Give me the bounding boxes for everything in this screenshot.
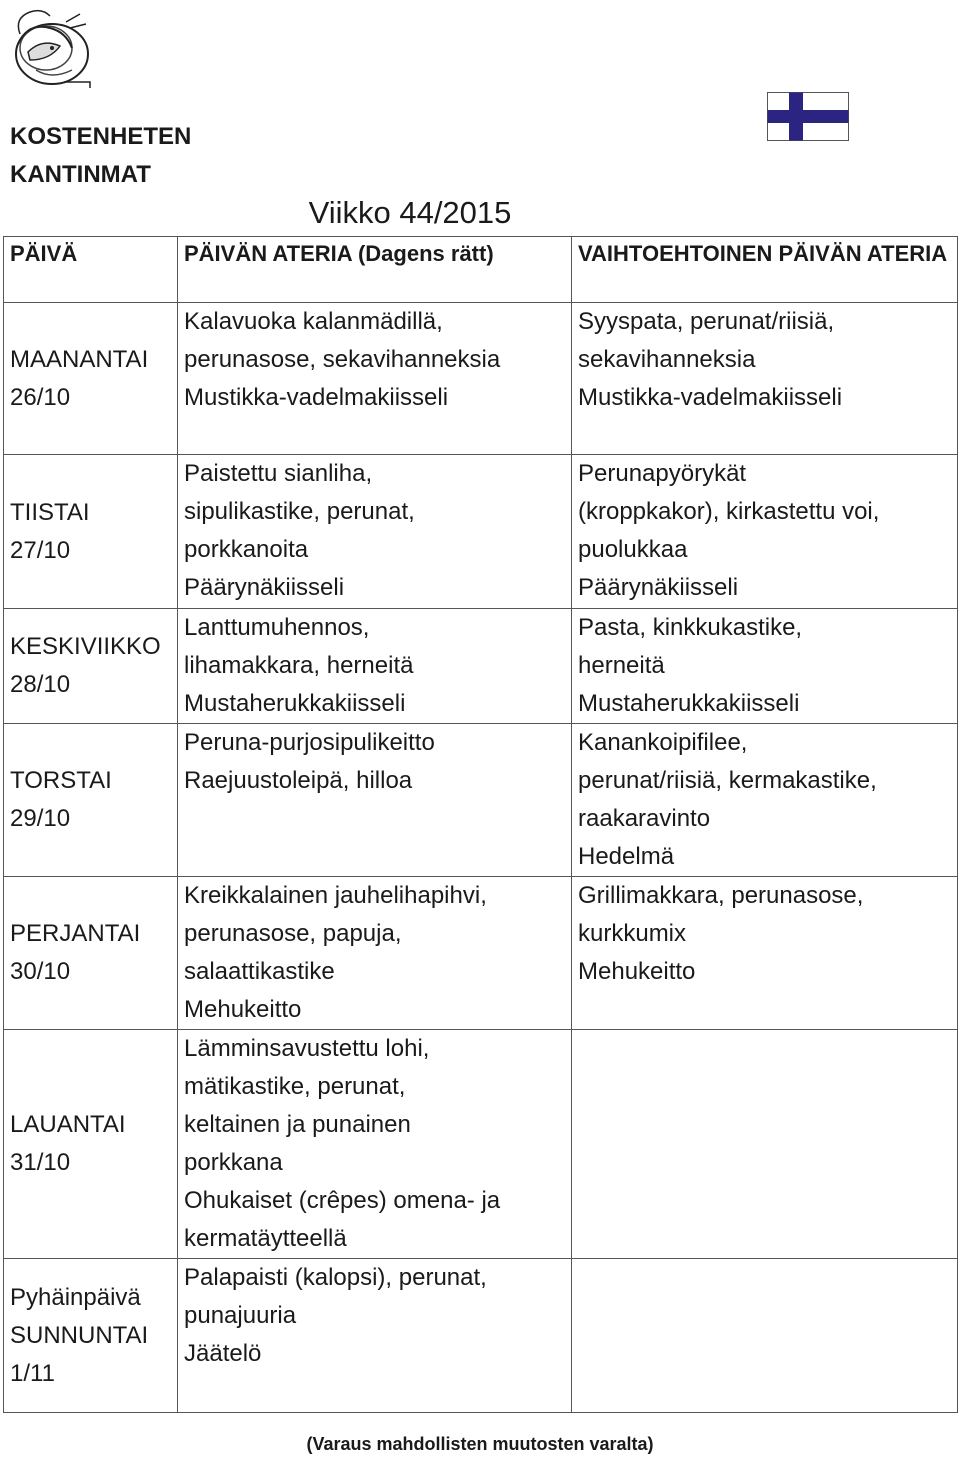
alt-meal-line: Syyspata, perunat/riisiä, — [578, 308, 835, 335]
meal-line: Mustaherukkakiisseli — [184, 690, 406, 717]
organization-name — [10, 118, 191, 194]
menu-row-thursday — [4, 724, 958, 877]
meal-line: Mustikka-vadelmakiisseli — [184, 384, 449, 411]
meal-line: sipulikastike, perunat, — [184, 498, 415, 525]
menu-row-sunday — [4, 1259, 958, 1413]
org-line-1: KOSTENHETEN — [10, 123, 192, 150]
alt-meal-line: Grillimakkara, perunasose, — [578, 882, 864, 909]
day-cell — [4, 609, 178, 724]
alt-meal-cell — [572, 609, 958, 724]
day-name: MAANANTAI — [10, 345, 149, 373]
menu-row-wednesday — [4, 609, 958, 724]
alt-meal-cell-empty — [572, 1259, 958, 1413]
meal-line: Mehukeitto — [184, 996, 302, 1023]
day-date: 29/10 — [10, 805, 71, 832]
day-date: 1/11 — [10, 1359, 55, 1387]
alt-meal-cell — [572, 724, 958, 877]
alt-meal-line: sekavihanneksia — [578, 346, 756, 373]
meal-line: perunasose, sekavihanneksia — [184, 346, 501, 373]
menu-row-tuesday — [4, 455, 958, 609]
alt-meal-line: herneitä — [578, 652, 665, 679]
meal-line: Peruna-purjosipulikeitto — [184, 729, 435, 756]
meal-line: porkkanoita — [184, 536, 309, 563]
header-row — [4, 237, 958, 303]
meal-line: Kreikkalainen jauhelihapihvi, — [184, 882, 487, 909]
day-name: LAUANTAI — [10, 1111, 126, 1138]
menu-row-friday — [4, 877, 958, 1030]
day-cell — [4, 303, 178, 455]
day-cell — [4, 724, 178, 877]
alt-meal-cell-empty — [572, 1030, 958, 1259]
alt-meal-line: Perunapyörykät — [578, 460, 747, 487]
meal-line: Jäätelö — [184, 1340, 262, 1367]
meal-line: Lanttumuhennos, — [184, 614, 370, 641]
meal-line: porkkana — [184, 1149, 283, 1176]
column-header-day: PÄIVÄ — [4, 237, 178, 303]
column-header-meal: PÄIVÄN ATERIA (Dagens rätt) — [178, 237, 572, 303]
alt-meal-line: Mustaherukkakiisseli — [578, 690, 800, 717]
meal-line: perunasose, papuja, — [184, 920, 402, 947]
day-name: SUNNUNTAI — [10, 1321, 149, 1349]
alt-meal-cell — [572, 877, 958, 1030]
day-date: 30/10 — [10, 958, 71, 985]
menu-row-saturday — [4, 1030, 958, 1259]
day-cell — [4, 1259, 178, 1413]
meal-cell — [178, 1259, 572, 1413]
alt-meal-line: Mustikka-vadelmakiisseli — [578, 384, 843, 411]
alt-meal-line: Kanankoipifilee, — [578, 729, 748, 756]
meal-line: punajuuria — [184, 1302, 297, 1329]
day-date: 31/10 — [10, 1149, 71, 1176]
day-date: 26/10 — [10, 383, 71, 411]
day-cell — [4, 455, 178, 609]
meal-line: Lämminsavustettu lohi, — [184, 1035, 430, 1062]
alt-meal-line: perunat/riisiä, kermakastike, — [578, 767, 877, 794]
meal-line: Palapaisti (kalopsi), perunat, — [184, 1264, 487, 1291]
alt-meal-line: kurkkumix — [578, 920, 687, 947]
meal-cell — [178, 1030, 572, 1259]
org-line-2: KANTINMAT — [10, 161, 151, 188]
meal-line: lihamakkara, herneitä — [184, 652, 414, 679]
meal-cell — [178, 303, 572, 455]
meal-line: Paistettu sianliha, — [184, 460, 373, 487]
alt-meal-line: puolukkaa — [578, 536, 688, 563]
meal-line: Päärynäkiisseli — [184, 574, 345, 601]
meal-cell — [178, 455, 572, 609]
day-holiday-name: Pyhäinpäivä — [10, 1283, 141, 1311]
column-header-alt-meal: VAIHTOEHTOINEN PÄIVÄN ATERIA — [572, 237, 958, 303]
meal-line: Ohukaiset (crêpes) omena- ja — [184, 1187, 501, 1214]
meal-line: Kalavuoka kalanmädillä, — [184, 308, 443, 335]
meal-cell — [178, 724, 572, 877]
alt-meal-line: (kroppkakor), kirkastettu voi, — [578, 498, 880, 525]
day-date: 27/10 — [10, 536, 71, 564]
day-date: 28/10 — [10, 671, 71, 698]
alt-meal-cell — [572, 455, 958, 609]
fish-plate-logo-icon — [6, 4, 94, 92]
meal-line: keltainen ja punainen — [184, 1111, 411, 1138]
menu-row-monday — [4, 303, 958, 455]
menu-table — [3, 236, 958, 1413]
alt-meal-line: raakaravinto — [578, 805, 711, 832]
day-cell — [4, 1030, 178, 1259]
meal-line: Raejuustoleipä, hilloa — [184, 767, 413, 794]
day-cell — [4, 877, 178, 1030]
footer-note: (Varaus mahdollisten muutosten varalta) — [306, 1434, 654, 1454]
alt-meal-line: Päärynäkiisseli — [578, 574, 739, 601]
meal-line: kermatäytteellä — [184, 1225, 347, 1252]
meal-line: mätikastike, perunat, — [184, 1073, 406, 1100]
week-title: Viikko 44/2015 — [308, 195, 512, 230]
alt-meal-cell — [572, 303, 958, 455]
day-name: TIISTAI — [10, 498, 90, 526]
day-name: KESKIVIIKKO — [10, 633, 161, 660]
meal-cell — [178, 609, 572, 724]
alt-meal-line: Hedelmä — [578, 843, 675, 870]
alt-meal-line: Pasta, kinkkukastike, — [578, 614, 803, 641]
meal-cell — [178, 877, 572, 1030]
day-name: TORSTAI — [10, 767, 112, 794]
finland-flag-icon — [767, 92, 849, 141]
day-name: PERJANTAI — [10, 920, 141, 947]
alt-meal-line: Mehukeitto — [578, 958, 696, 985]
meal-line: salaattikastike — [184, 958, 335, 985]
